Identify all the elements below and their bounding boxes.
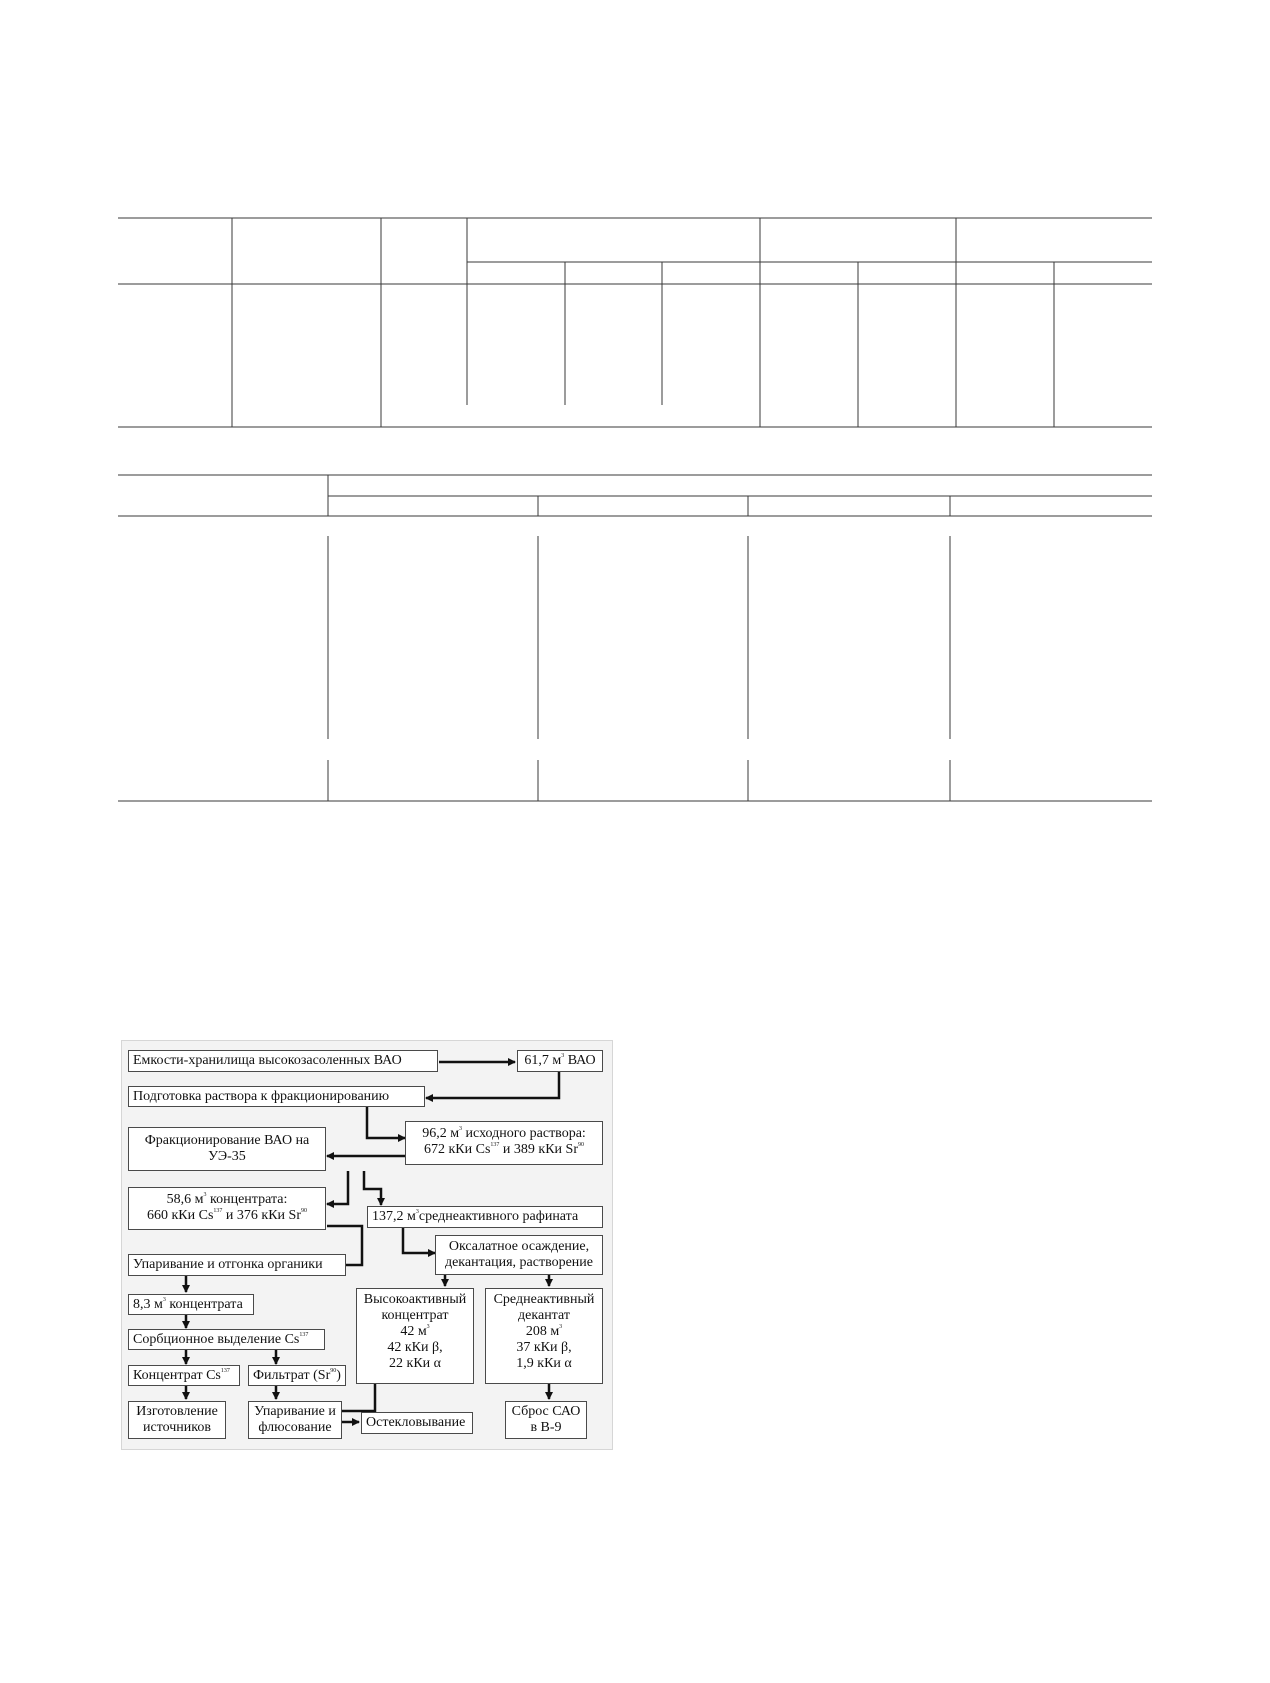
filtrate-box: Фильтрат (Sr$^{90}$) — [248, 1365, 346, 1386]
vitrification-box: Остекловывание — [361, 1412, 473, 1434]
fractionation-box: Фракционирование ВАО на УЭ-35 — [128, 1127, 326, 1171]
sources-box: Изготовление источников — [128, 1401, 226, 1439]
evaporation-box: Упаривание и отгонка органики — [128, 1254, 346, 1276]
arrow-volume-to-preparation — [426, 1072, 559, 1098]
feed-solution-box: 96,2 $м^3$ исходного раствора: 672 кКи Cs$^{137}$ и 389 кКи Sr$^{90}$ — [405, 1121, 603, 1165]
storage-box: Емкости-хранилища высокозасоленных ВАО — [128, 1050, 438, 1072]
arrow-fractionation-to-raffinate — [364, 1171, 381, 1205]
arrow-raffinate-to-oxalate — [403, 1224, 435, 1253]
hlw-volume-box: 61,7 $м^3$ ВАО — [517, 1050, 603, 1072]
preparation-box: Подготовка раствора к фракционированию — [128, 1086, 425, 1107]
arrow-fractionation-to-concentrate — [327, 1171, 348, 1204]
raffinate-box: 137,2 $м^3среднеактивного$ рафината — [367, 1206, 603, 1228]
flowchart — [121, 1040, 613, 1450]
discharge-box: Сброс САО в В-9 — [505, 1401, 587, 1439]
medium-active-box: Среднеактивный декантат 208 $м^3$ 37 кКи β, 1,9 кКи α — [485, 1288, 603, 1384]
high-active-box: Высокоактивный концентрат 42 $м^3$ 42 кКи β, 22 кКи α — [356, 1288, 474, 1384]
sorption-box: Сорбционное выделение Cs$^{137}$ — [128, 1329, 325, 1350]
cs-concentrate-box: Концентрат Cs$^{137}$ — [128, 1365, 240, 1386]
evap-flux-box: Упаривание и флюсование — [248, 1401, 342, 1439]
concentrate-small-box: 8,3 $м^3$ концентрата — [128, 1294, 254, 1315]
concentrate-box: 58,6 $м^3$ концентрата: 660 кКи Cs$^{137}$ и 376 кКи Sr$^{90}$ — [128, 1187, 326, 1230]
arrow-preparation-to-feed — [367, 1106, 405, 1138]
oxalate-box: Оксалатное осаждение, декантация, растворение — [435, 1235, 603, 1275]
